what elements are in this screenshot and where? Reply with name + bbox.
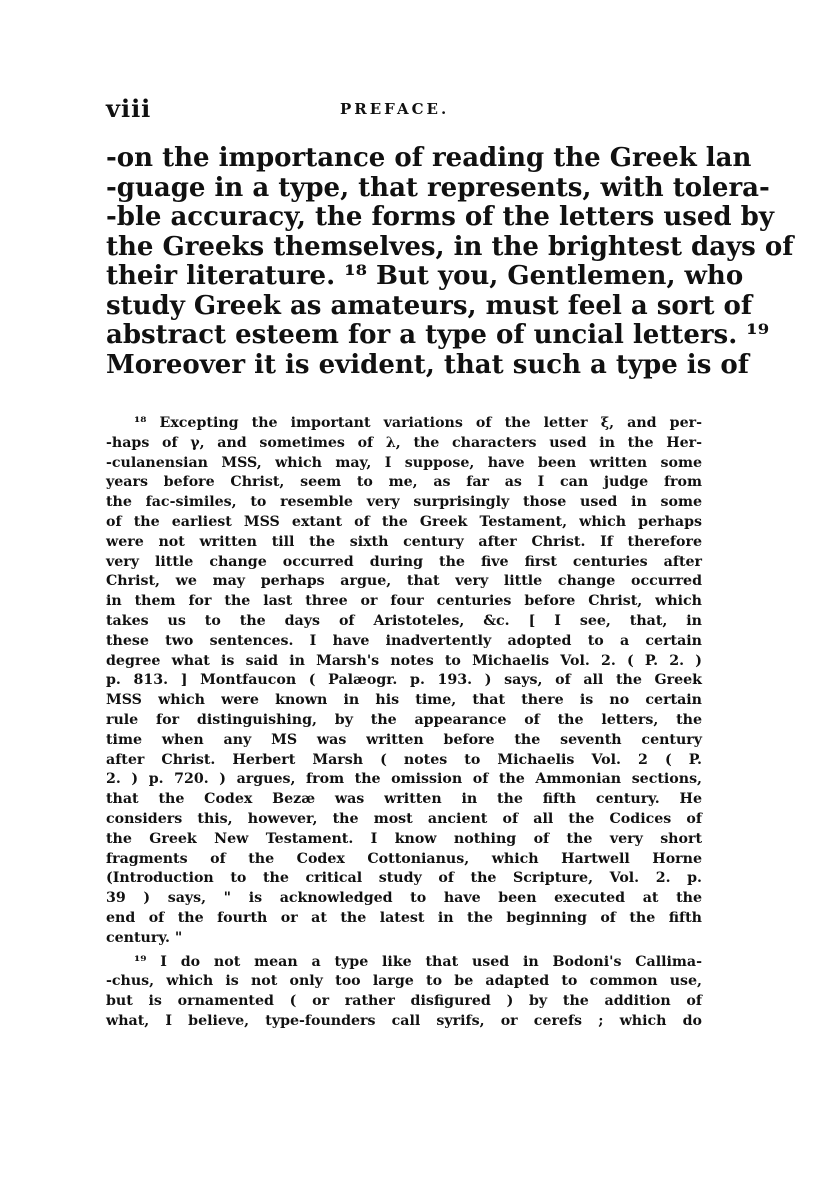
footnote-line: these two sentences. I have inadvertently adopted to a certain bbox=[106, 632, 702, 649]
footnote-line: -haps of γ, and sometimes of λ, the characters used in the Her- bbox=[106, 434, 702, 451]
footnote-19 bbox=[106, 953, 702, 1032]
footnote-line: takes us to the days of Aristoteles, &c. [ I see, that, in bbox=[106, 612, 702, 629]
footnote-line: rule for distinguishing, by the appearance of the letters, the bbox=[106, 711, 702, 728]
footnote-line: -culanensian MSS, which may, I suppose, have been written some bbox=[106, 454, 702, 471]
footnote-line: end of the fourth or at the latest in the beginning of the fifth bbox=[106, 909, 702, 926]
footnote-line: ¹⁸ Excepting the important variations of the letter ξ, and per- bbox=[134, 415, 702, 431]
footnote-line: Christ, we may perhaps argue, that very little change occurred bbox=[106, 573, 702, 590]
footnote-line: after Christ. Herbert Marsh ( notes to Michaelis Vol. 2 ( P. bbox=[106, 751, 702, 768]
footnote-line: the Greek New Testament. I know nothing of the very short bbox=[106, 830, 702, 847]
footnote-line: very little change occurred during the five first centuries after bbox=[106, 553, 702, 570]
footnote-line: that the Codex Bezæ was written in the fifth century. He bbox=[106, 791, 702, 808]
footnote-line: in them for the last three or four centuries before Christ, which bbox=[106, 593, 702, 610]
footnote-line: of the earliest MSS extant of the Greek Testament, which perhaps bbox=[106, 513, 702, 530]
footnote-line: but is ornamented ( or rather disfigured ) by the addition of bbox=[106, 993, 702, 1010]
footnote-line: fragments of the Codex Cottonianus, which Hartwell Horne bbox=[106, 850, 702, 867]
page-number: viii bbox=[106, 94, 152, 123]
body-line: the Greeks themselves, in the brightest days of bbox=[106, 231, 794, 262]
body-text bbox=[106, 143, 794, 380]
footnote-line: 39 ) says, " is acknowledged to have been executed at the bbox=[106, 890, 702, 907]
running-title: PREFACE. bbox=[340, 100, 450, 118]
footnote-line: what, I believe, type-founders call syrifs, or cerefs ; which do bbox=[106, 1012, 702, 1029]
footnote-18 bbox=[106, 414, 702, 949]
footnote-line: MSS which were known in his time, that there is no certain bbox=[106, 692, 702, 709]
body-line: -on the importance of reading the Greek lan bbox=[106, 143, 752, 173]
footnote-line: -chus, which is not only too large to be adapted to common use, bbox=[106, 973, 702, 990]
footnote-line: 2. ) p. 720. ) argues, from the omission of the Ammonian sections, bbox=[106, 771, 702, 788]
page-header bbox=[106, 94, 706, 124]
footnote-line: years before Christ, seem to me, as far as I can judge from bbox=[106, 474, 702, 491]
body-line: -ble accuracy, the forms of the letters used by bbox=[106, 202, 774, 232]
body-line: study Greek as amateurs, must feel a sort of bbox=[106, 290, 753, 321]
footnote-line: century. " bbox=[106, 929, 183, 946]
body-line: -guage in a type, that represents, with tolera- bbox=[106, 172, 770, 203]
footnote-line: were not written till the sixth century after Christ. If therefore bbox=[106, 533, 702, 550]
footnote-line: p. 813. ] Montfaucon ( Palæogr. p. 193. ) says, of all the Greek bbox=[106, 672, 702, 689]
footnote-line: ¹⁹ I do not mean a type like that used in Bodoni's Callima- bbox=[134, 953, 702, 970]
footnote-line: time when any MS was written before the seventh century bbox=[106, 731, 702, 748]
footnote-line: considers this, however, the most ancient of all the Codices of bbox=[106, 810, 702, 827]
footnote-line: degree what is said in Marsh's notes to Michaelis Vol. 2. ( P. 2. ) bbox=[106, 652, 702, 669]
footnote-line: (Introduction to the critical study of the Scripture, Vol. 2. p. bbox=[106, 870, 702, 887]
body-line: their literature. ¹⁸ But you, Gentlemen, who bbox=[106, 261, 744, 291]
footnote-line: the fac-similes, to resemble very surprisingly those used in some bbox=[106, 494, 702, 511]
body-line: abstract esteem for a type of uncial letters. ¹⁹ bbox=[106, 320, 770, 350]
footnotes bbox=[106, 414, 702, 1032]
body-line: Moreover it is evident, that such a type is of bbox=[106, 349, 749, 380]
